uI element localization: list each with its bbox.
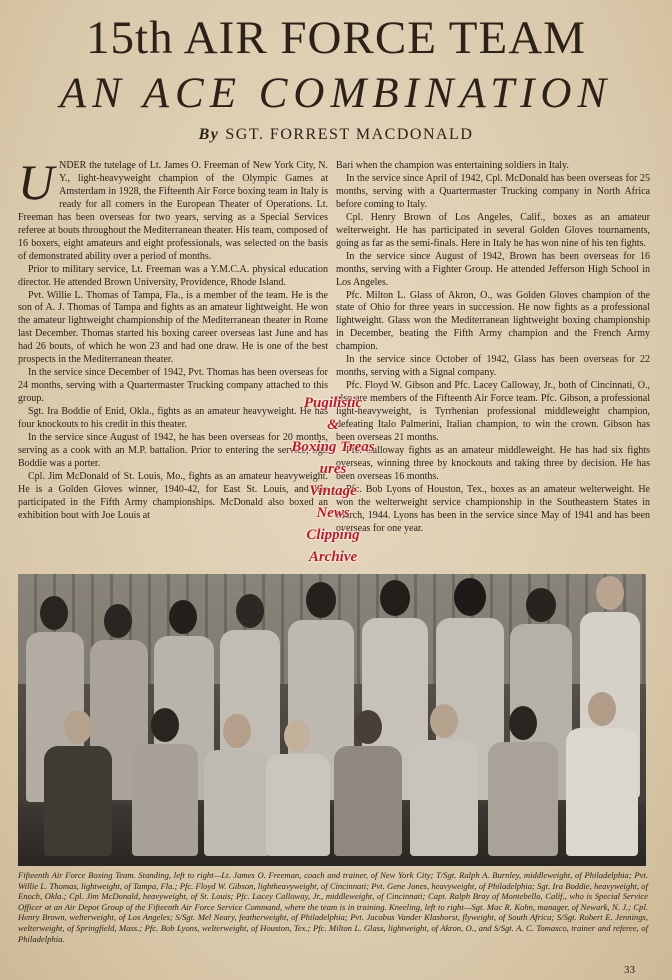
archive-watermark: Pugilistic & Boxing Treas ures Vintage News Clipping Archive xyxy=(291,395,375,565)
kneeling-figure xyxy=(128,708,202,860)
paragraph: UNDER the tutelage of Lt. James O. Freeman of New York City, N. Y., light-heavyweight champion of the Olympic Games at Amsterdam in 1928, the Fifteenth Air Force boxing team in Italy is ready for all comers in the European Theater of Operations. Lt. Freeman has been overseas for two years, serving as a Special Services referee at bouts throughout the Mediterranean theater. His team, composed of 16 boxers, eight amateurs and eight professionals, was selected on the basis of demonstrated ability over a period of months. xyxy=(18,154,328,262)
kneeling-figure xyxy=(484,706,562,860)
left-column xyxy=(18,154,328,523)
kneeling-figure xyxy=(330,710,406,860)
paragraph: In the service since August of 1942, he has been overseas for 20 months, serving as a cook with an M.P. battalion. Prior to entering the service, Sgt. Boddie was a porter. xyxy=(18,432,328,469)
paragraph: Pfc. Calloway fights as an amateur middleweight. He has had six fights overseas, winning three by knockouts and taking three by decision. He has been overseas 16 months. xyxy=(336,444,650,482)
kneeling-figure xyxy=(262,720,334,860)
article-title: 15th AIR FORCE TEAM xyxy=(86,12,586,64)
paragraph: Pvt. Willie L. Thomas of Tampa, Fla., is a member of the team. He is the son of A. J. Thomas of Tampa and fights as an amateur lightweight. He won the amateur lightweight championship of the Mediterranean theater in Rome last December. Thomas started his boxing career overseas last June and has had 26 bouts, of which he won 23 and had one draw. He is one of the best prospects in the Mediterranean theater. xyxy=(18,289,328,366)
paragraph: Pfc. Milton L. Glass of Akron, O., was Golden Gloves champion of the state of Ohio for three years in succession. He now fights as a professional lightweight. Glass won the Mediterranean lightweight boxing championship in December, beating the Fifth Army champion and the French Army champion. xyxy=(336,289,650,353)
byline-author: SGT. FORREST MACDONALD xyxy=(225,126,474,143)
paragraph: In the service since December of 1942, Pvt. Thomas has been overseas for 24 months, serving with a Quartermaster Trucking company attached to this group. xyxy=(18,367,328,405)
paragraph: In the service since October of 1942, Glass has been overseas for 22 months, serving with a Signal company. xyxy=(336,354,650,379)
team-photograph xyxy=(18,574,646,866)
drop-cap: U xyxy=(18,154,55,210)
paragraph: Pfc. Bob Lyons of Houston, Tex., boxes as an amateur welterweight. He won the welterweight service championship in the Southeastern States in March, 1944. Lyons has been in the service since May of 1941 and has been overseas for one year. xyxy=(336,483,650,534)
paragraph: Cpl. Jim McDonald of St. Louis, Mo., fights as an amateur heavyweight. He is a Golden Gloves winner, 1940-42, for East St. Louis, and has participated in the Fifth Army championships. McDonald also boxed an exhibition bout with Joe Louis at xyxy=(18,470,328,521)
article-subtitle: AN ACE COMBINATION xyxy=(59,70,613,117)
right-column xyxy=(336,160,650,536)
kneeling-figure xyxy=(406,704,482,860)
paragraph: Sgt. Ira Boddie of Enid, Okla., fights as an amateur heavyweight. He has four knockouts to his credit in this theater. xyxy=(18,406,328,431)
kneeling-figure xyxy=(562,692,642,860)
paragraph: Pfc. Floyd W. Gibson and Pfc. Lacey Calloway, Jr., both of Cincinnati, O., also are members of the Fifteenth Air Force team. Pfc. Gibson, a professional light-heavyweight, is Tyrrhenian professional middleweight champion, defeating Italo Palmerini, Italian champion, to win the crown. Gibson has been overseas 21 months. xyxy=(336,380,650,444)
paragraph: Prior to military service, Lt. Freeman was a Y.M.C.A. physical education director. He attended Brown University, Providence, Rhode Island. xyxy=(18,263,328,288)
page-number: 33 xyxy=(624,964,635,976)
photo-caption: Fifteenth Air Force Boxing Team. Standing, left to right—Lt. James O. Freeman, coach and trainer, of New York City; T/Sgt. Ralph A. Burnley, middleweight, of Philadelphia; Pvt. Willie L. Thomas, lightweight, of Tampa, Fla.; Pfc. Floyd W. Gibson, lightheavyweight, of Cincinnati; Pvt. Gene Jones, heavyweight, of Philadelphia; Sgt. Ira Boddie, heavyweight, of Enoch, Okla.; Cpl. Jim McDonald, heavyweight, of St. Louis; Pfc. Lacey Calloway, Jr., middleweight, of Cincinnati; Capt. Ralph Bray of Montebello, Calif., who is Special Service Officer at an Air Depot Group of the Fifteenth Air Force Service Command, where the team is in training. Kneeling, left to right—Sgt. Mac R. Kohn, manager, of Newark, N. J.; Cpl. Henry Brown, welterweight, of Los Angeles; S/Sgt. Mel Neary, featherweight, of Philadelphia; Pvt. Jacobus Vander Klashorst, flyweight, of South Africa; S/Sgt. Robert E. Jennings, welterweight, of Springfield, Mass.; Pfc. Bob Lyons, welterweight, of Houston, Tex.; Pfc. Milton L. Glass, lightweight, of Akron, O., and S/Sgt. A. C. Tomasco, trainer and referee, of Philadelphia. xyxy=(18,870,648,944)
kneeling-figure xyxy=(40,710,116,860)
byline xyxy=(0,126,672,144)
paragraph: In the service since April of 1942, Cpl. McDonald has been overseas for 25 months, serving with a Quartermaster Trucking company in North Africa before coming to Italy. xyxy=(336,172,650,210)
paragraph: In the service since August of 1942, Brown has been overseas for 16 months, serving with a Fighter Group. He attended Jefferson High School in Los Angeles. xyxy=(336,250,650,288)
byline-prefix: By xyxy=(198,126,220,143)
paragraph: Cpl. Henry Brown of Los Angeles, Calif., boxes as an amateur welterweight. He has participated in several Golden Gloves tournaments, going as far as the semi-finals. Here in Italy he has won nine of his ten fights. xyxy=(336,211,650,249)
paragraph: Bari when the champion was entertaining soldiers in Italy. xyxy=(336,160,569,171)
